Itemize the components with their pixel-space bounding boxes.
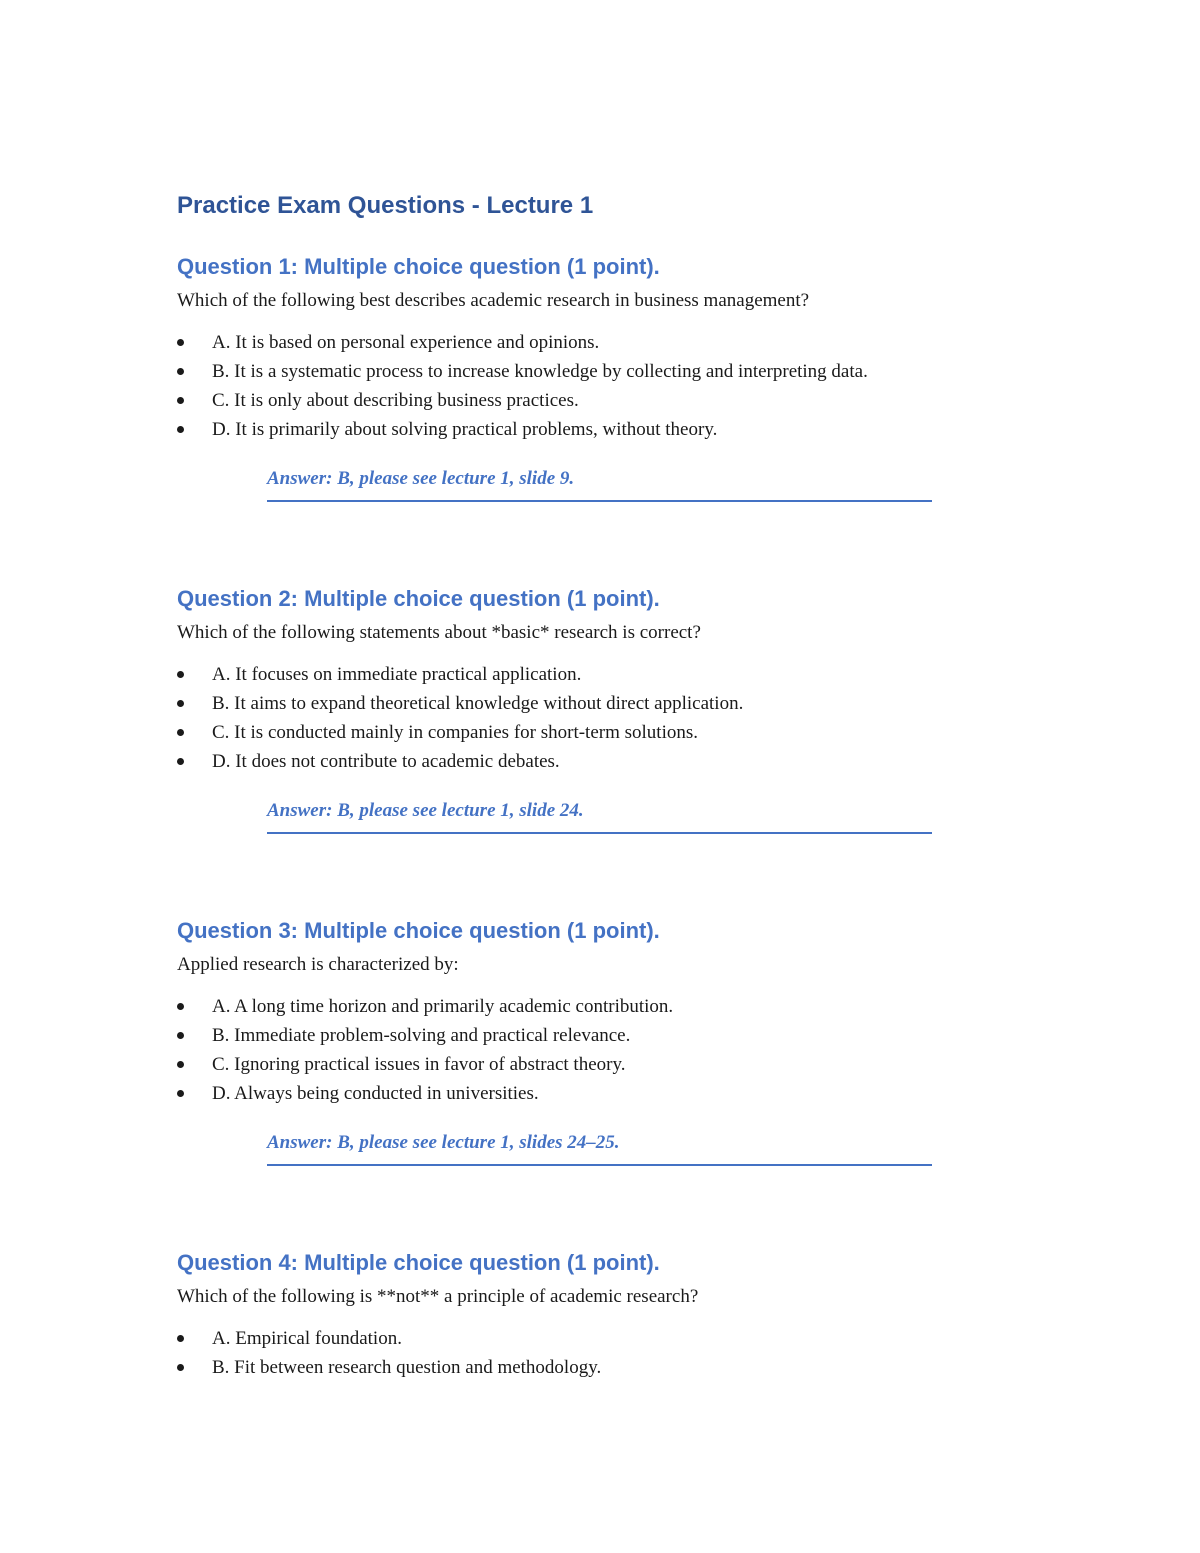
bullet-icon xyxy=(177,1061,184,1068)
option-text: B. It aims to expand theoretical knowledge without direct application. xyxy=(212,693,744,714)
option-item xyxy=(177,415,1057,444)
option-text: D. It does not contribute to academic debates. xyxy=(212,751,560,772)
option-text: A. A long time horizon and primarily academic contribution. xyxy=(212,996,674,1017)
bullet-icon xyxy=(177,758,184,765)
answer-text: Answer: B, please see lecture 1, slide 9. xyxy=(267,468,575,489)
option-item xyxy=(177,1324,1057,1353)
answer-block xyxy=(267,798,932,834)
option-item xyxy=(177,660,1057,689)
option-item xyxy=(177,357,1057,386)
question-prompt: Which of the following is **not** a principle of academic research? xyxy=(177,1286,699,1307)
option-text: D. It is primarily about solving practical problems, without theory. xyxy=(212,419,718,440)
option-text: C. Ignoring practical issues in favor of abstract theory. xyxy=(212,1054,626,1075)
option-list xyxy=(177,328,1057,444)
question-prompt: Applied research is characterized by: xyxy=(177,954,459,975)
bullet-icon xyxy=(177,729,184,736)
option-text: B. Fit between research question and methodology. xyxy=(212,1357,602,1378)
question-heading: Question 1: Multiple choice question (1 point). xyxy=(177,254,660,279)
option-item xyxy=(177,328,1057,357)
spacer xyxy=(177,502,1057,584)
document-title: Practice Exam Questions - Lecture 1 xyxy=(177,192,594,219)
option-text: A. It focuses on immediate practical application. xyxy=(212,664,582,685)
option-text: B. Immediate problem-solving and practical relevance. xyxy=(212,1025,631,1046)
answer-block xyxy=(267,466,932,502)
option-text: D. Always being conducted in universities. xyxy=(212,1083,539,1104)
question-heading: Question 2: Multiple choice question (1 point). xyxy=(177,586,660,611)
option-item xyxy=(177,1353,1057,1382)
bullet-icon xyxy=(177,1335,184,1342)
document-content xyxy=(177,190,1057,1382)
option-item xyxy=(177,1050,1057,1079)
bullet-icon xyxy=(177,368,184,375)
option-text: C. It is conducted mainly in companies for short-term solutions. xyxy=(212,722,699,743)
question-prompt: Which of the following statements about *basic* research is correct? xyxy=(177,622,701,643)
question-heading: Question 3: Multiple choice question (1 point). xyxy=(177,918,660,943)
option-text: A. It is based on personal experience and opinions. xyxy=(212,332,600,353)
answer-text: Answer: B, please see lecture 1, slides 24–25. xyxy=(267,1132,620,1153)
option-item xyxy=(177,718,1057,747)
bullet-icon xyxy=(177,426,184,433)
option-text: B. It is a systematic process to increase knowledge by collecting and interpreting data. xyxy=(212,361,868,382)
bullet-icon xyxy=(177,339,184,346)
bullet-icon xyxy=(177,1090,184,1097)
question-3 xyxy=(177,916,1057,1166)
bullet-icon xyxy=(177,1003,184,1010)
answer-text: Answer: B, please see lecture 1, slide 24. xyxy=(267,800,584,821)
option-item xyxy=(177,386,1057,415)
bullet-icon xyxy=(177,700,184,707)
answer-block xyxy=(267,1130,932,1166)
option-list xyxy=(177,660,1057,776)
option-item xyxy=(177,1079,1057,1108)
question-2 xyxy=(177,584,1057,834)
option-item xyxy=(177,689,1057,718)
spacer xyxy=(177,1166,1057,1248)
spacer xyxy=(177,834,1057,916)
option-list xyxy=(177,1324,1057,1382)
question-prompt: Which of the following best describes academic research in business management? xyxy=(177,290,810,311)
option-text: A. Empirical foundation. xyxy=(212,1328,402,1349)
bullet-icon xyxy=(177,1032,184,1039)
question-heading: Question 4: Multiple choice question (1 point). xyxy=(177,1250,660,1275)
option-item xyxy=(177,747,1057,776)
option-item xyxy=(177,1021,1057,1050)
bullet-icon xyxy=(177,671,184,678)
bullet-icon xyxy=(177,1364,184,1371)
option-list xyxy=(177,992,1057,1108)
option-item xyxy=(177,992,1057,1021)
option-text: C. It is only about describing business practices. xyxy=(212,390,579,411)
bullet-icon xyxy=(177,397,184,404)
question-1 xyxy=(177,252,1057,502)
question-4 xyxy=(177,1248,1057,1382)
